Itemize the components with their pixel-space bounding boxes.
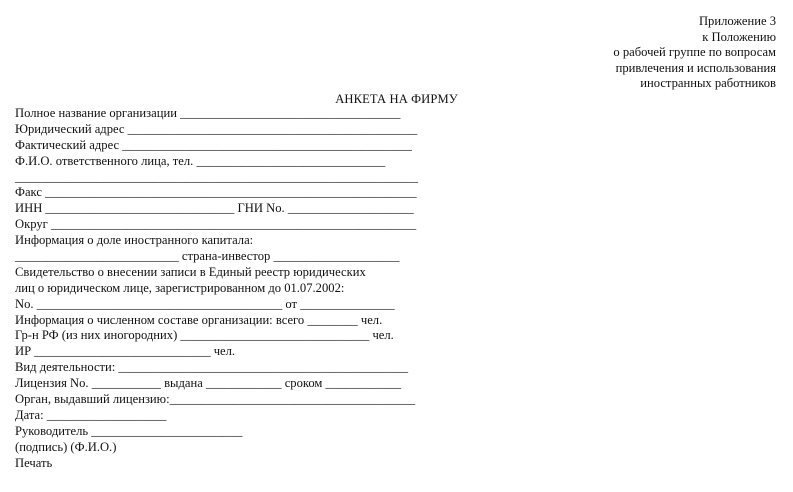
field-certificate-number: No. _______________________________________ от _______________ xyxy=(15,296,395,311)
appendix-line: Приложение 3 xyxy=(698,14,776,28)
appendix-line: к Положению xyxy=(702,29,776,44)
stamp-label: Печать xyxy=(15,455,53,470)
field-director: Руководитель ________________________ xyxy=(15,423,243,438)
section-registry-certificate: Свидетельство о внесении записи в Единый реестр юридических xyxy=(15,264,366,279)
field-date: Дата: ___________________ xyxy=(15,407,167,422)
field-legal-address: Юридический адрес ______________________________________________ xyxy=(15,121,418,136)
field-license-authority: Орган, выдавший лицензию:_______________________________________ xyxy=(15,392,416,407)
signature-caption: (подпись) (Ф.И.О.) xyxy=(15,439,117,454)
field-investor-country: __________________________ страна-инвестор ____________________ xyxy=(15,249,400,264)
appendix-header xyxy=(613,14,776,92)
field-full-name: Полное название организации ___________________________________ xyxy=(15,106,401,120)
section-foreign-capital: Информация о доле иностранного капитала: xyxy=(15,233,254,248)
field-district: Округ __________________________________________________________ xyxy=(15,217,417,232)
form-title: АНКЕТА НА ФИРМУ xyxy=(335,92,458,106)
field-continuation-line: ________________________________________________________________ xyxy=(15,169,418,184)
field-responsible-person: Ф.И.О. ответственного лица, тел. ______________________________ xyxy=(15,153,386,168)
appendix-line: привлечения и использования xyxy=(615,60,776,75)
appendix-line: о рабочей группе по вопросам xyxy=(613,45,776,60)
field-actual-address: Фактический адрес ______________________________________________ xyxy=(15,137,412,152)
field-activity-type: Вид деятельности: ______________________________________________ xyxy=(15,360,409,375)
questionnaire-form xyxy=(15,106,418,471)
field-foreign-workers: ИР ____________________________ чел. xyxy=(15,344,236,359)
field-fax: Факс ___________________________________________________________ xyxy=(15,185,417,200)
field-inn-gni: ИНН ______________________________ ГНИ No. ____________________ xyxy=(15,201,414,216)
section-registry-certificate-cont: лиц о юридическом лице, зарегистрированном до 01.07.2002: xyxy=(15,280,345,295)
field-staff-total: Информация о численном составе организации: всего ________ чел. xyxy=(15,312,383,327)
field-license: Лицензия No. ___________ выдана ____________ сроком ____________ xyxy=(15,376,402,391)
field-rf-citizens: Гр-н РФ (из них иногородних) ______________________________ чел. xyxy=(15,328,394,343)
appendix-line: иностранных работников xyxy=(640,76,776,91)
